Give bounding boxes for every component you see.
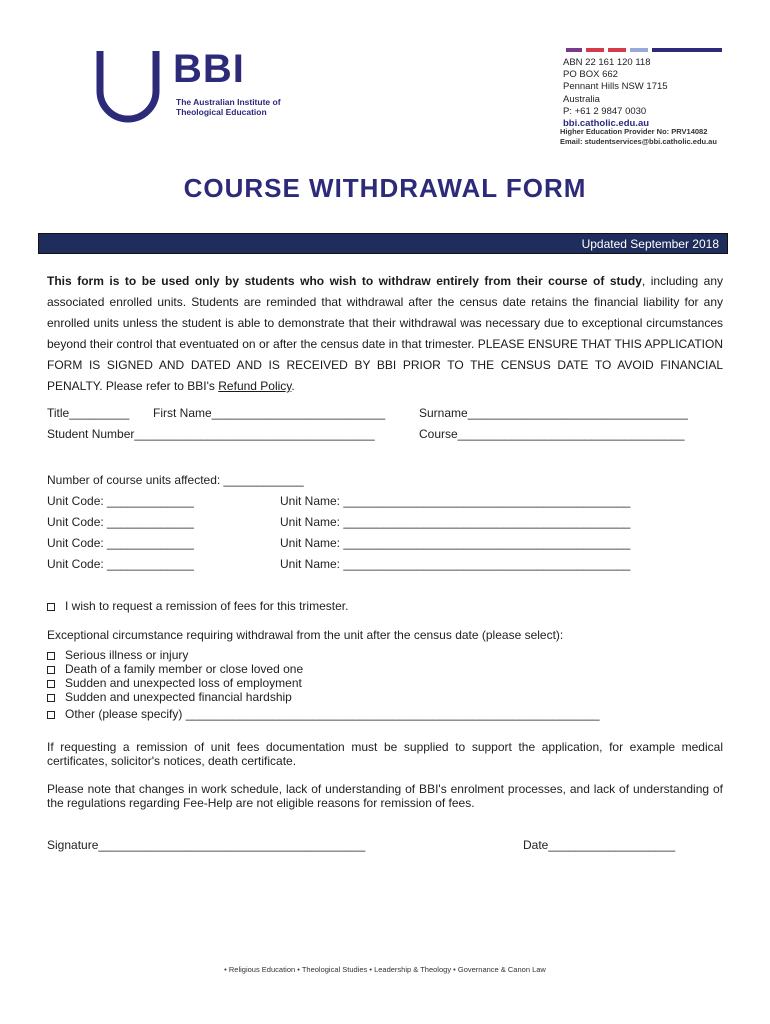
email-address[interactable]: Email: studentservices@bbi.catholic.edu.au <box>560 136 717 146</box>
checkbox-icon[interactable] <box>47 603 55 611</box>
intro-end: . <box>291 379 295 393</box>
checkbox-icon[interactable] <box>47 680 55 688</box>
intro-paragraph <box>47 271 723 397</box>
unit-name-field[interactable]: Unit Name: ___________________________________________ <box>280 494 631 508</box>
ineligible-note: Please note that changes in work schedule, lack of understanding of BBI's enrolment processes, and lack of understanding of the regulations regarding Fee-Help are not eligible reasons for remission of fees. <box>47 782 723 810</box>
unit-code-field[interactable]: Unit Code: _____________ <box>47 515 194 529</box>
unit-name-field[interactable]: Unit Name: ___________________________________________ <box>280 536 631 550</box>
checkbox-icon[interactable] <box>47 652 55 660</box>
option-label: Death of a family member or close loved one <box>65 662 304 676</box>
intro-bold: This form is to be used only by students who wish to withdraw entirely from their course of study <box>47 274 642 288</box>
first-name-field[interactable]: First Name__________________________ <box>153 406 386 420</box>
units-affected-field[interactable]: Number of course units affected: ____________ <box>47 473 304 487</box>
updated-banner <box>38 233 728 254</box>
unit-code-field[interactable]: Unit Code: _____________ <box>47 557 194 571</box>
refund-policy-link[interactable]: Refund Policy <box>218 379 292 393</box>
checkbox-icon[interactable] <box>47 711 55 719</box>
course-field[interactable]: Course__________________________________ <box>419 427 685 441</box>
remission-request-label: I wish to request a remission of fees for this trimester. <box>65 599 349 613</box>
option-financial-hardship[interactable] <box>47 690 292 704</box>
phone: P: +61 2 9847 0030 <box>563 105 647 117</box>
option-label: Sudden and unexpected financial hardship <box>65 690 292 704</box>
surname-field[interactable]: Surname_________________________________ <box>419 406 688 420</box>
contact-block <box>563 57 743 130</box>
stripe <box>566 48 582 52</box>
unit-name-field[interactable]: Unit Name: ___________________________________________ <box>280 515 631 529</box>
student-number-field[interactable]: Student Number____________________________________ <box>47 427 375 441</box>
country: Australia <box>563 93 600 105</box>
website-link[interactable]: bbi.catholic.edu.au <box>563 118 650 130</box>
po-box: PO BOX 662 <box>563 69 618 81</box>
title-field[interactable]: Title_________ <box>47 406 130 420</box>
provider-block <box>560 127 760 146</box>
page-title: COURSE WITHDRAWAL FORM <box>183 173 587 203</box>
intro-text: , including any associated enrolled units. Students are reminded that withdrawal after the census date retains the financial liability for any enrolled units unless the student is able to demonstrate that their withdrawal was necessary due to exceptional circumstances beyond their control that eventuated on or after the census date in that trimester. PLEASE ENSURE THAT THIS APPLICATION FORM IS SIGNED AND DATED AND IS RECEIVED BY BBI PRIOR TO THE CENSUS DATE TO AVOID FINANCIAL PENALTY. Please refer to BBI's <box>47 274 723 393</box>
unit-code-field[interactable]: Unit Code: _____________ <box>47 536 194 550</box>
suburb: Pennant Hills NSW 1715 <box>563 81 668 93</box>
option-death-family[interactable] <box>47 662 303 676</box>
stripe <box>586 48 604 52</box>
signature-field[interactable]: Signature________________________________________ <box>47 838 366 852</box>
provider-number: Higher Education Provider No: PRV14082 <box>560 127 708 136</box>
option-label: Other (please specify) ______________________________________________________________ <box>65 707 600 721</box>
date-field[interactable]: Date___________________ <box>523 838 676 852</box>
stripe <box>630 48 648 52</box>
logo-wordmark: BBI <box>173 47 245 91</box>
unit-name-field[interactable]: Unit Name: ___________________________________________ <box>280 557 631 571</box>
option-label: Serious illness or injury <box>65 648 189 662</box>
option-loss-employment[interactable] <box>47 676 302 690</box>
option-label: Sudden and unexpected loss of employment <box>65 676 302 690</box>
unit-code-field[interactable]: Unit Code: _____________ <box>47 494 194 508</box>
header-color-stripes <box>566 48 722 52</box>
abn: ABN 22 161 120 118 <box>563 57 651 68</box>
stripe <box>608 48 626 52</box>
exceptional-heading: Exceptional circumstance requiring withdrawal from the unit after the census date (please select): <box>47 628 564 642</box>
checkbox-icon[interactable] <box>47 694 55 702</box>
option-other[interactable] <box>47 707 600 721</box>
bbi-shield-logo-icon <box>96 47 160 123</box>
logo-subtitle: The Australian Institute of Theological Education <box>176 97 281 117</box>
updated-date: Updated September 2018 <box>581 237 719 251</box>
remission-request-option[interactable] <box>47 599 348 613</box>
footer-disciplines: • Religious Education • Theological Studies • Leadership & Theology • Governance & Canon Law <box>224 965 546 974</box>
documentation-note: If requesting a remission of unit fees documentation must be supplied to support the application, for example medical certificates, solicitor's notices, death certificate. <box>47 740 723 768</box>
stripe <box>652 48 722 52</box>
checkbox-icon[interactable] <box>47 666 55 674</box>
option-serious-illness[interactable] <box>47 648 188 662</box>
